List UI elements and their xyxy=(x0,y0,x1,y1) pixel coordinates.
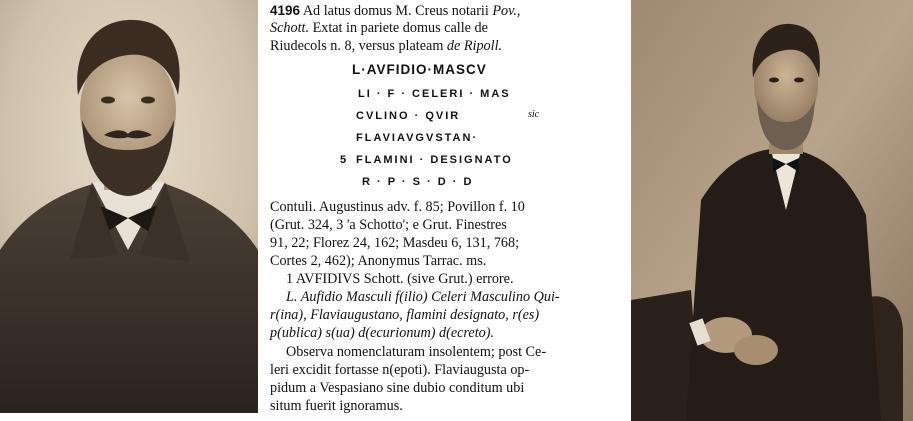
inscription-line-1: L·AVFIDIO·MASCV xyxy=(352,62,487,77)
left-portrait-photo xyxy=(0,0,258,413)
left-portrait-image xyxy=(0,0,258,413)
apparatus-note: 1 AVFIDIVS Schott. (sive Grut.) errore. xyxy=(286,271,514,287)
commentary-line: 91, 22; Florez 24, 162; Masdeu 6, 131, 768; xyxy=(270,235,520,251)
header-text: Riudecols n. 8, versus plateam xyxy=(270,38,444,54)
observation-line: leri excidit fortasse n(epoti). Flaviaugusta op- xyxy=(270,362,530,378)
header-italic: Pov., xyxy=(492,3,521,19)
inscription-line-6: R · P · S · D · D xyxy=(362,176,474,188)
inscription-line-3: CVLINO · QVIR xyxy=(356,110,461,122)
inscription-line-2: LI · F · CELERI · MAS xyxy=(358,88,511,100)
inscription-line-4: FLAVIAVGVSTAN· xyxy=(356,132,479,144)
observation-line: situm fuerit ignoramus. xyxy=(270,398,403,414)
reading-line: r(ina), Flaviaugustano, flamini designato, r(es) xyxy=(270,307,540,323)
doc-header-line-2 xyxy=(270,20,488,37)
header-text: Extat in pariete domus calle de xyxy=(312,20,488,36)
observation-line: Observa nomenclaturam insolentem; post Ce- xyxy=(286,344,547,360)
right-portrait-image xyxy=(631,0,913,421)
header-italic: Schott. xyxy=(270,20,310,36)
right-portrait-photo xyxy=(631,0,913,421)
commentary-line: Contuli. Augustinus adv. f. 85; Povillon f. 10 xyxy=(270,199,525,215)
header-italic: de Ripoll. xyxy=(446,38,503,54)
commentary-line: (Grut. 324, 3 'a Schotto'; e Grut. Finestres xyxy=(270,217,507,233)
inscription-number: 4196 xyxy=(270,3,301,18)
observation-line: pidum a Vespasiano sine dubio conditum ubi xyxy=(270,380,525,396)
commentary-line: Cortes 2, 462); Anonymus Tarrac. ms. xyxy=(270,253,487,269)
inscription-document xyxy=(270,0,622,421)
doc-header-line-1 xyxy=(270,2,520,20)
sic-note: sic xyxy=(528,109,540,120)
inscription-line-5: FLAMINI · DESIGNATO xyxy=(356,154,513,166)
reading-line: L. Aufidio Masculi f(ilio) Celeri Masculino Qui- xyxy=(286,289,560,305)
doc-header-line-3 xyxy=(270,38,502,55)
header-text: Ad latus domus M. Creus notarii xyxy=(302,3,489,19)
reading-line: p(ublica) s(ua) d(ecurionum) d(ecreto). xyxy=(270,325,495,341)
inscription-line-5-number: 5 xyxy=(340,154,349,166)
